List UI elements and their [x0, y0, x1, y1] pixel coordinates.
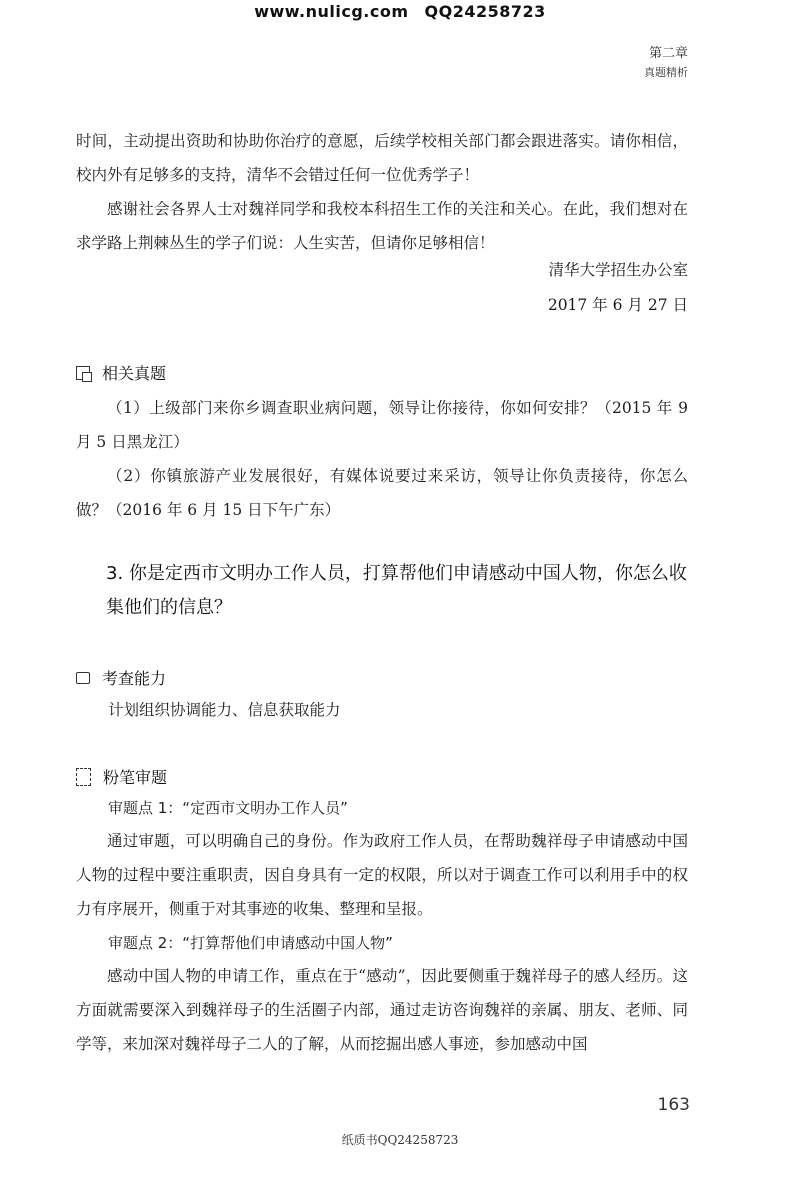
analysis-paragraph: 感动中国人物的申请工作，重点在于“感动”，因此要侧重于魏祥母子的感人经历。这方面就需要深入到魏祥母子的生活圈子内部，通过走访咨询魏祥的亲属、朋友、老师、同学等，来加深对魏祥母子二人的了解，从而挖掘出感人事迹，参加感动中国	[76, 967, 688, 1053]
chapter-subtitle: 真题精析	[644, 66, 688, 79]
ability-icon	[76, 672, 90, 684]
watermark-header	[0, 2, 800, 21]
page-number: 163	[657, 1095, 690, 1115]
analysis-point-1-text	[76, 824, 688, 926]
ability-text: 计划组织协调能力、信息获取能力	[108, 701, 341, 719]
related-questions-heading	[76, 361, 166, 384]
qq-contact: QQ24258723	[424, 2, 546, 21]
related-questions-list	[76, 391, 688, 527]
related-question-item: （1）上级部门来你乡调查职业病问题，领导让你接待，你如何安排？（2015 年 9 月 5 日黑龙江）	[76, 399, 688, 451]
ability-title: 考查能力	[102, 669, 167, 688]
letter-paragraph: 感谢社会各界人士对魏祥同学和我校本科招生工作的关注和关心。在此，我们想对在求学路上荆棘丛生的学子们说：人生实苦，但请你足够相信！	[76, 200, 688, 252]
footer-watermark: 纸质书QQ24258723	[341, 1133, 459, 1147]
analysis-icon	[76, 768, 91, 786]
ability-heading	[76, 666, 166, 689]
letter-signature: 清华大学招生办公室	[548, 261, 688, 279]
letter-date: 2017 年 6 月 27 日	[547, 296, 688, 314]
analysis-paragraph: 通过审题，可以明确自己的身份。作为政府工作人员，在帮助魏祥母子申请感动中国人物的过程中要注重职责，因自身具有一定的权限，所以对于调查工作可以利用手中的权力有序展开，侧重于对其事迹的收集、整理和呈报。	[76, 832, 688, 918]
related-questions-title: 相关真题	[102, 364, 167, 383]
site-url[interactable]: www.nulicg.com	[254, 2, 409, 21]
analysis-heading	[76, 765, 167, 788]
analysis-point-2-text	[76, 959, 688, 1061]
question-title: 3. 你是定西市文明办工作人员，打算帮他们申请感动中国人物，你怎么收集他们的信息？	[106, 563, 687, 618]
analysis-point-2-title: 审题点 2：“打算帮他们申请感动中国人物”	[108, 934, 393, 952]
related-questions-icon	[76, 366, 90, 380]
analysis-title: 粉笔审题	[103, 768, 168, 787]
related-question-item: （2）你镇旅游产业发展很好，有媒体说要过来采访，领导让你负责接待，你怎么做？（2016 年 6 月 15 日下午广东）	[76, 467, 688, 519]
analysis-point-1-title: 审题点 1：“定西市文明办工作人员”	[108, 799, 348, 817]
letter-body	[76, 124, 688, 260]
chapter-title: 第二章	[648, 46, 688, 61]
letter-paragraph: 时间，主动提出资助和协助你治疗的意愿，后续学校相关部门都会跟进落实。请你相信，校内外有足够多的支持，清华不会错过任何一位优秀学子！	[76, 132, 688, 184]
